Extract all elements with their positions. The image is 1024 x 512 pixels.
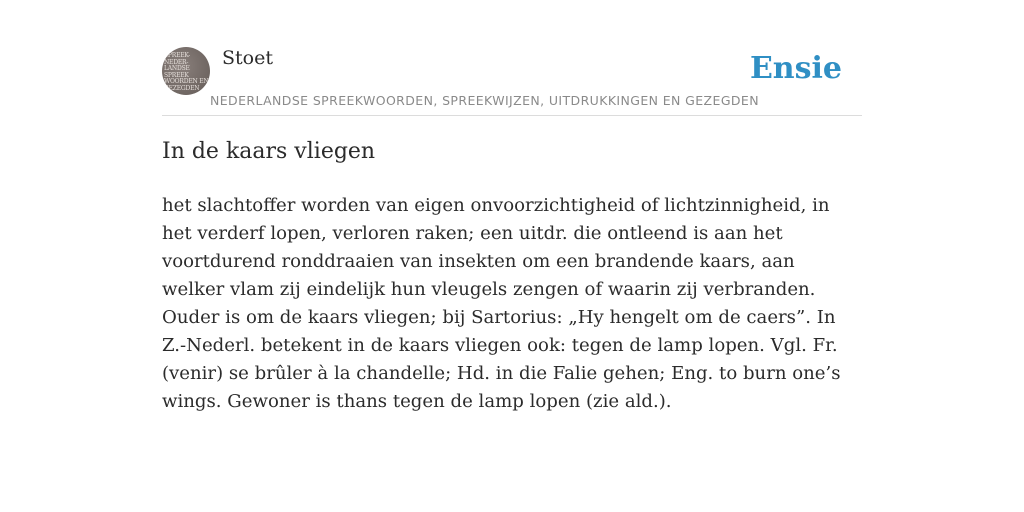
ensie-logo[interactable]: Ensie: [749, 51, 842, 86]
entry-title: In de kaars vliegen: [162, 139, 376, 164]
header: [162, 46, 862, 116]
book-cover-avatar[interactable]: [162, 47, 210, 95]
book-cover-text: SPREEK- NEDER- LANDSE SPREEK WOORDEN EN GEZEGDEN: [164, 52, 209, 92]
author-name[interactable]: Stoet: [222, 47, 273, 69]
source-subtitle[interactable]: NEDERLANDSE SPREEKWOORDEN, SPREEKWIJZEN, UITDRUKKINGEN EN GEZEGDEN: [210, 93, 759, 108]
entry-definition: het slachtoffer worden van eigen onvoorzichtigheid of lichtzinnigheid, in het verderf lopen, verloren raken; een uitdr. die ontleend is aan het voortdurend ronddraaien van insekten om een brandende kaars, aan welker vlam zij eindelijk hun vleugels zengen of waarin zij verbranden. Ouder is om de kaars vliegen; bij Sartorius: „Hy hengelt om de caers”. In Z.-Nederl. betekent in de kaars vliegen ook: tegen de lamp lopen. Vgl. Fr. (venir) se brûler à la chandelle; Hd. in die Falie gehen; Eng. to burn one’s wings. Gewoner is thans tegen de lamp lopen (zie ald.).: [162, 195, 841, 412]
